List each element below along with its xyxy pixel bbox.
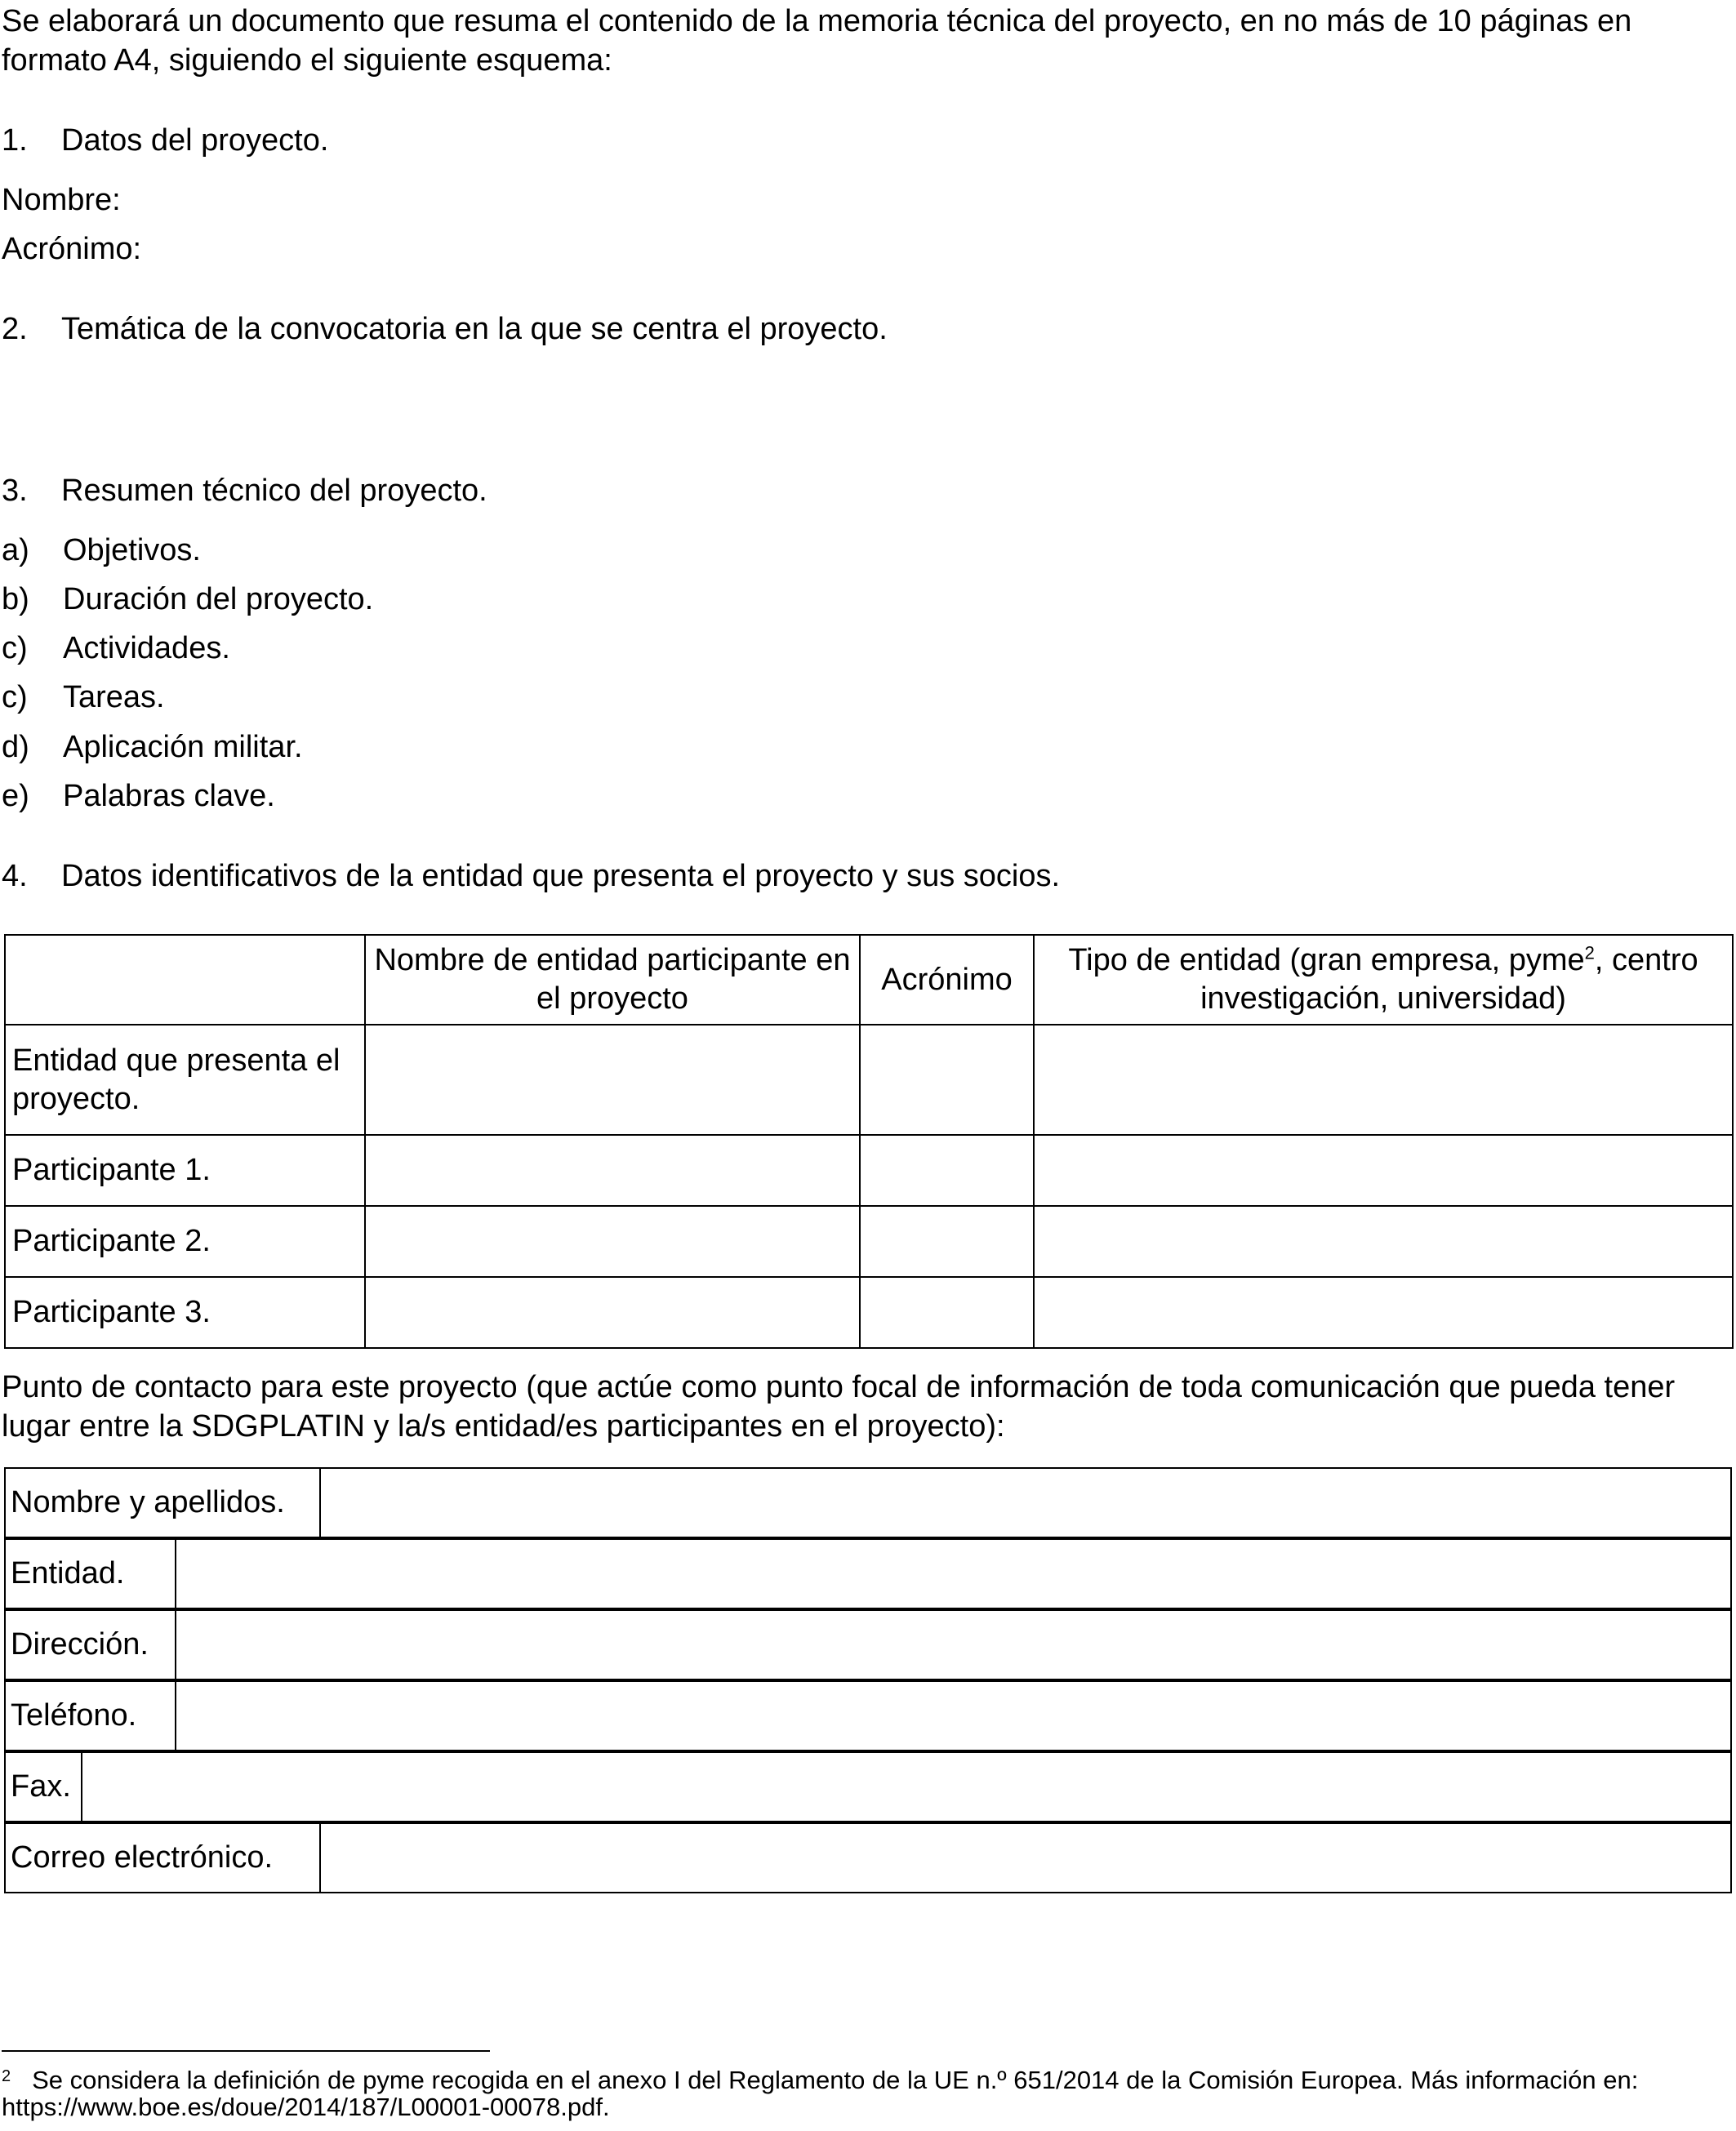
row-label: Participante 1. <box>5 1135 365 1206</box>
entity-type-cell[interactable] <box>1034 1277 1733 1348</box>
section-3-number: 3. <box>2 474 28 508</box>
entity-name-cell[interactable] <box>365 1206 860 1277</box>
project-name-label: Nombre: <box>2 183 121 217</box>
contact-email-field[interactable] <box>320 1823 1731 1893</box>
contact-entity-field[interactable] <box>176 1539 1731 1608</box>
entity-type-cell[interactable] <box>1034 1025 1733 1135</box>
row-label: Entidad que presenta el proyecto. <box>5 1025 365 1135</box>
entity-type-cell[interactable] <box>1034 1206 1733 1277</box>
contact-row-direccion <box>4 1609 1732 1680</box>
section-2-title: Temática de la convocatoria en la que se centra el proyecto. <box>61 312 888 346</box>
row-label: Participante 2. <box>5 1206 365 1277</box>
list-text: Palabras clave. <box>63 779 275 813</box>
entity-table <box>4 934 1734 1349</box>
entity-acronym-cell[interactable] <box>860 1135 1034 1206</box>
table-row <box>5 1277 1733 1348</box>
list-letter: c) <box>2 631 28 665</box>
footnote-ref: 2 <box>1584 942 1595 963</box>
entity-table-header-row <box>5 935 1733 1025</box>
contact-label: Correo electrónico. <box>5 1823 320 1893</box>
list-letter: e) <box>2 779 29 813</box>
contact-row-fax <box>4 1751 1732 1822</box>
project-acronym-label: Acrónimo: <box>2 232 142 266</box>
contact-row-entidad <box>4 1538 1732 1609</box>
section-2-number: 2. <box>2 312 28 346</box>
list-text: Objetivos. <box>63 533 201 567</box>
list-letter: a) <box>2 533 29 567</box>
section-3-title: Resumen técnico del proyecto. <box>61 474 487 508</box>
header-entity-name: Nombre de entidad participante en el proyecto <box>365 935 860 1025</box>
list-text: Tareas. <box>63 680 165 714</box>
contact-intro: Punto de contacto para este proyecto (que actúe como punto focal de información de toda comunicación que pueda tener lugar entre la SDGPLATIN y la/s entidad/es participantes en el proyecto): <box>2 1370 1676 1444</box>
entity-type-cell[interactable] <box>1034 1135 1733 1206</box>
contact-name-field[interactable] <box>320 1468 1731 1537</box>
contact-fax-field[interactable] <box>82 1752 1731 1822</box>
entity-name-cell[interactable] <box>365 1025 860 1135</box>
list-letter: c) <box>2 680 28 714</box>
contact-label: Nombre y apellidos. <box>5 1468 320 1537</box>
contact-row-nombre <box>4 1467 1732 1538</box>
list-text: Actividades. <box>63 631 230 665</box>
header-entity-type <box>1034 935 1733 1025</box>
header-empty-cell <box>5 935 365 1025</box>
row-label: Participante 3. <box>5 1277 365 1348</box>
footnote-mark: 2 <box>2 2067 11 2085</box>
table-row <box>5 1135 1733 1206</box>
section-4-title: Datos identificativos de la entidad que presenta el proyecto y sus socios. <box>61 859 1061 893</box>
footnote-text: Se considera la definición de pyme recogida en el anexo I del Reglamento de la UE n.º 651/2014 de la Comisión Europea. Más información en: https://www.boe.es/doue/2014/187/L00001-00078.pdf. <box>2 2066 1639 2121</box>
contact-row-telefono <box>4 1680 1732 1751</box>
table-row <box>5 1025 1733 1135</box>
contact-label: Entidad. <box>5 1539 176 1608</box>
list-letter: b) <box>2 582 29 616</box>
contact-label: Dirección. <box>5 1610 176 1679</box>
section-1-title: Datos del proyecto. <box>61 123 329 158</box>
entity-name-cell[interactable] <box>365 1277 860 1348</box>
contact-row-correo <box>4 1822 1732 1893</box>
contact-address-field[interactable] <box>176 1610 1731 1679</box>
contact-label: Teléfono. <box>5 1681 176 1751</box>
list-text: Aplicación militar. <box>63 730 303 764</box>
entity-acronym-cell[interactable] <box>860 1277 1034 1348</box>
contact-phone-field[interactable] <box>176 1681 1731 1751</box>
table-row <box>5 1206 1733 1277</box>
header-entity-type-a: Tipo de entidad (gran empresa, pyme <box>1068 943 1585 977</box>
list-text: Duración del proyecto. <box>63 582 374 616</box>
intro-paragraph: Se elaborará un documento que resuma el contenido de la memoria técnica del proyecto, en no más de 10 páginas en formato A4, siguiendo el siguiente esquema: <box>2 4 1632 78</box>
entity-name-cell[interactable] <box>365 1135 860 1206</box>
section-1-number: 1. <box>2 123 28 158</box>
entity-acronym-cell[interactable] <box>860 1025 1034 1135</box>
contact-label: Fax. <box>5 1752 82 1822</box>
section-4-number: 4. <box>2 859 28 893</box>
header-acronym: Acrónimo <box>860 935 1034 1025</box>
footnote-separator <box>2 2050 490 2052</box>
header-entity-type-b: , centro investigación, universidad) <box>1200 943 1698 1016</box>
entity-acronym-cell[interactable] <box>860 1206 1034 1277</box>
list-letter: d) <box>2 730 29 764</box>
footnote <box>2 2066 1734 2120</box>
